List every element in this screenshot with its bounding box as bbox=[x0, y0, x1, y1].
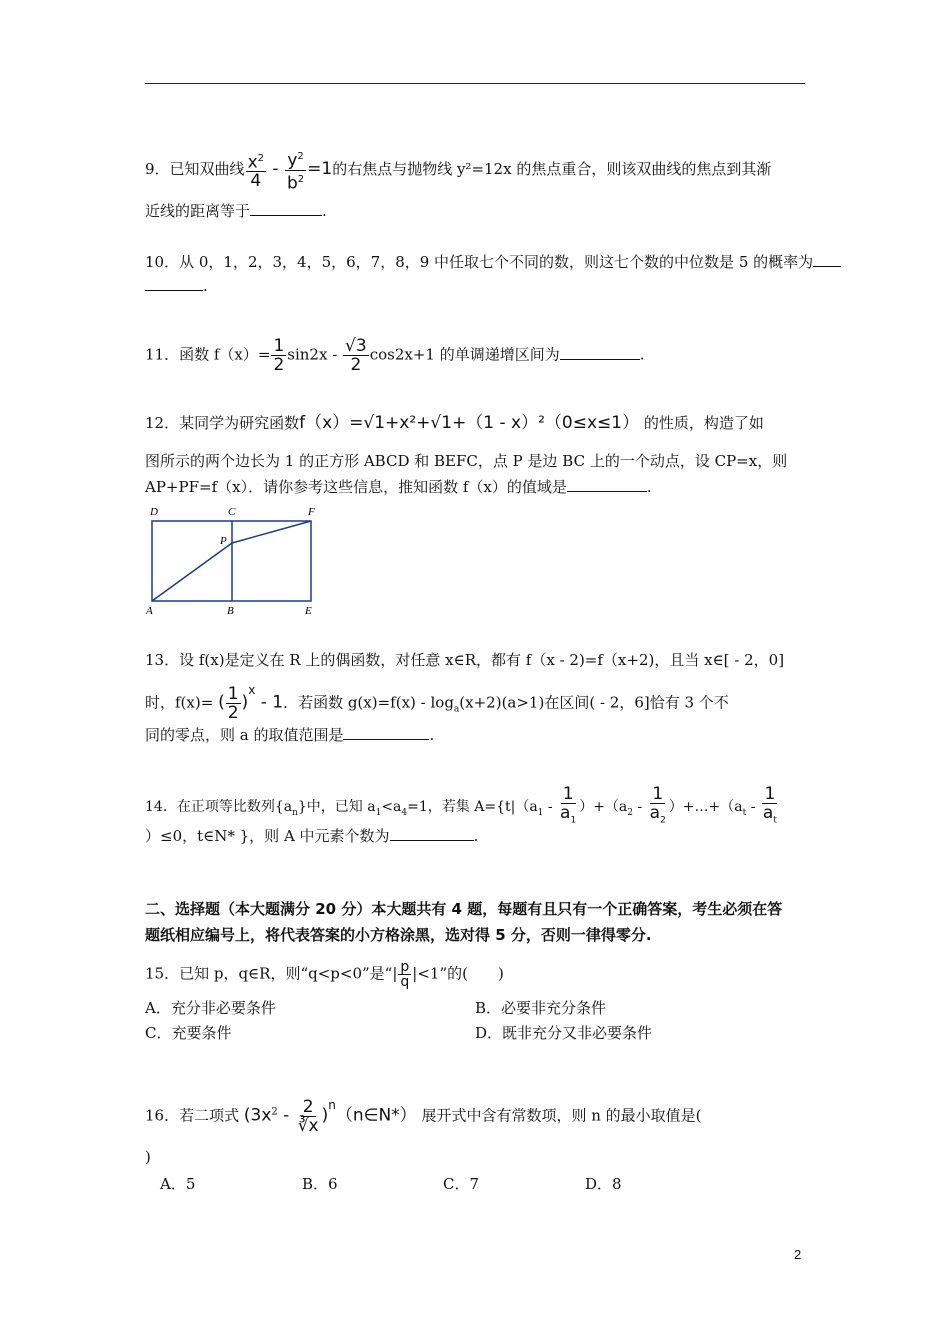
question-13-line1: 13．设 f(x)是定义在 R 上的偶函数，对任意 x∈R，都有 f（x - 2)=f（x+2)，且当 x∈[ - 2，0] bbox=[145, 651, 785, 669]
fraction: $\frac{1}{a_2}$ bbox=[649, 784, 666, 826]
fraction: $\frac{2}{∛x}$ bbox=[297, 1097, 319, 1136]
option-b[interactable]: B．6 bbox=[302, 1175, 338, 1193]
segment-ap bbox=[152, 543, 232, 601]
answer-blank[interactable] bbox=[560, 345, 640, 360]
fraction: $\frac{1}{2}$ bbox=[273, 336, 285, 375]
page-number: 2 bbox=[794, 1247, 802, 1262]
answer-blank[interactable] bbox=[343, 725, 429, 740]
option-c[interactable]: C．7 bbox=[443, 1175, 480, 1193]
question-9-line1: 9．已知双曲线 $\frac{x^2}{4}$ - $\frac{y^2}{b^2}$ =1的右焦点与抛物线 y²=12x 的焦点重合，则该双曲线的焦点到其渐 bbox=[145, 148, 771, 192]
option-c[interactable]: C．充要条件 bbox=[145, 1024, 232, 1042]
question-10-line2: . bbox=[145, 276, 208, 296]
question-14-line2: ）≤0，t∈N* }，则 A 中元素个数为 . bbox=[145, 827, 479, 845]
fraction: $\frac{1}{a_t}$ bbox=[762, 784, 777, 826]
option-d[interactable]: D．既非充分又非必要条件 bbox=[475, 1024, 653, 1042]
question-11: 11．函数 f（x）= $\frac{1}{2}$ sin2x - $\frac{√3}{2}$ cos2x+1 的单调递增区间为 . bbox=[145, 336, 645, 375]
answer-blank[interactable] bbox=[813, 252, 841, 267]
question-15: 15．已知 p，q∈R，则“q<p<0”是“| $\frac{p}{q}$ |<1”的( ) bbox=[145, 959, 504, 990]
question-9-line2: 近线的距离等于 . bbox=[145, 202, 327, 220]
squares-figure bbox=[140, 500, 330, 620]
question-13-line3: 同的零点，则 a 的取值范围是 . bbox=[145, 726, 435, 744]
answer-blank[interactable] bbox=[390, 826, 474, 841]
question-12-line3: AP+PF=f（x）．请你参考这些信息，推知函数 f（x）的值域是 . bbox=[145, 478, 652, 496]
question-12-line1: 12．某同学为研究函数f（x）=√1+x²+√1+（1 - x）²（0≤x≤1） 的性质，构造了如 bbox=[145, 413, 764, 433]
fraction: $\frac{x^2}{4}$ bbox=[246, 150, 266, 191]
label-c: C bbox=[228, 506, 236, 518]
fraction: $\frac{1}{2}$ bbox=[227, 684, 239, 723]
header-rule bbox=[145, 83, 805, 84]
label-b: B bbox=[227, 605, 234, 617]
label-a: A bbox=[146, 605, 153, 617]
label-p: P bbox=[220, 535, 227, 547]
question-16-line1: 16．若二项式 ($3x^2$ - $\frac{2}{∛x}$ )$^n$（n∈N*） 展开式中含有常数项，则 n 的最小取值是( bbox=[145, 1097, 702, 1136]
answer-blank[interactable] bbox=[567, 477, 647, 492]
question-12-line2: 图所示的两个边长为 1 的正方形 ABCD 和 BEFC，点 P 是边 BC 上的一个动点，设 CP=x，则 bbox=[145, 452, 788, 470]
label-d: D bbox=[150, 506, 158, 518]
option-d[interactable]: D．8 bbox=[585, 1175, 622, 1193]
label-e: E bbox=[305, 605, 312, 617]
option-a[interactable]: A．5 bbox=[160, 1175, 196, 1193]
fraction: $\frac{y^2}{b^2}$ bbox=[285, 148, 306, 192]
segment-pf bbox=[232, 521, 311, 543]
question-14-line1: 14．在正项等比数列$\{a_n\}$中，已知 $a_1<a_4=1$，若集 $A=\{t|(a_1$ - $\frac{1}{a_1}$ ）$+(a_2$ - $\frac{1}{a_2}$ ）$+\dots+(a_t$ - $\frac{1}{a_t}$ bbox=[145, 785, 780, 829]
option-a[interactable]: A．充分非必要条件 bbox=[145, 999, 276, 1017]
answer-blank[interactable] bbox=[145, 276, 203, 291]
option-b[interactable]: B．必要非充分条件 bbox=[475, 999, 607, 1017]
question-13-line2: 时，f(x)= ( $\frac{1}{2}$ )$^x$ - 1．若函数 $g(x)=f(x) - \log_a(x+2)(a>1)$在区间( - 2，6]恰有 3 个不 bbox=[145, 682, 729, 723]
fraction: $\frac{1}{a_1}$ bbox=[560, 784, 577, 826]
fraction: $\frac{p}{q}$ bbox=[400, 959, 410, 990]
section-2-heading: 二、选择题（本大题满分 20 分）本大题共有 4 题，每题有且只有一个正确答案，考生必须在答 bbox=[145, 900, 783, 918]
section-2-heading-line2: 题纸相应编号上，将代表答案的小方格涂黑，选对得 5 分，否则一律得零分. bbox=[145, 926, 652, 944]
question-16-line2: ) bbox=[145, 1148, 151, 1166]
function-formula: f（x）=√1+x²+√1+（1 - x）²（0≤x≤1） bbox=[299, 413, 640, 433]
fraction: $\frac{√3}{2}$ bbox=[345, 336, 367, 375]
answer-blank[interactable] bbox=[250, 201, 322, 216]
question-10-line1: 10．从 0，1，2，3，4，5，6，7，8，9 中任取七个不同的数，则这七个数的中位数是 5 的概率为 bbox=[145, 252, 841, 272]
label-f: F bbox=[308, 506, 315, 518]
